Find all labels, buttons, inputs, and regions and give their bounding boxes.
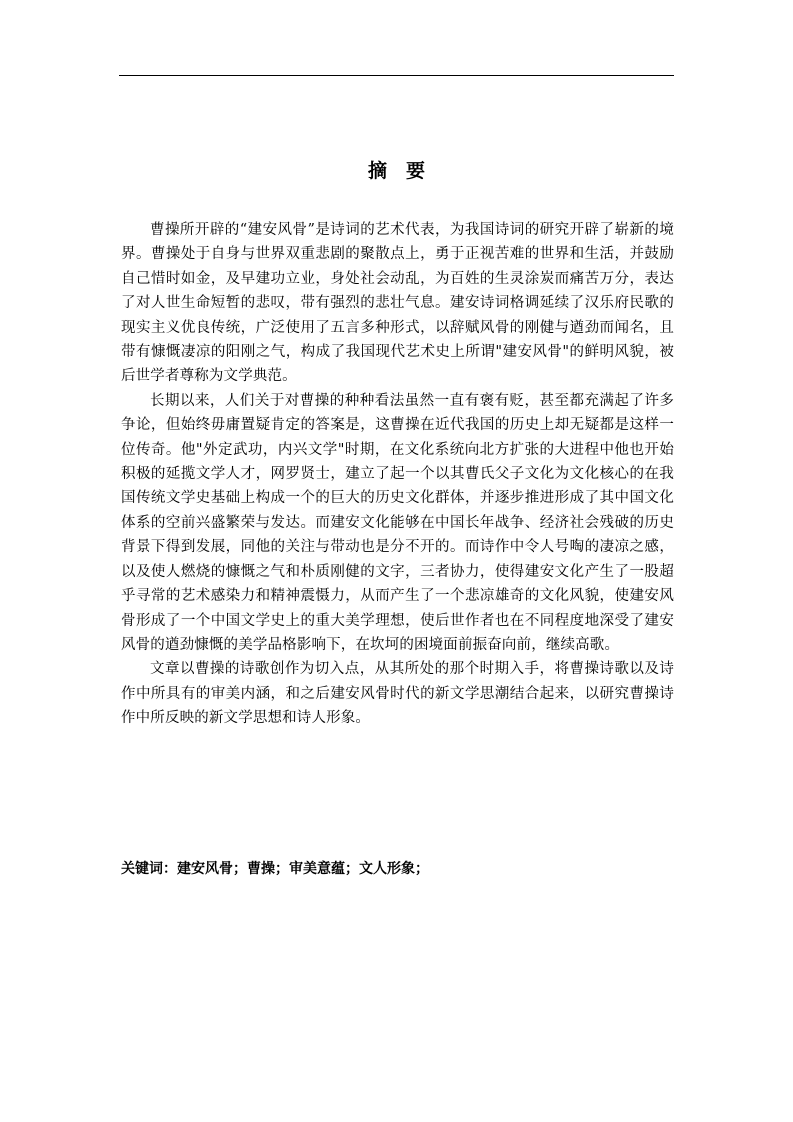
title-char-1: 摘	[367, 160, 387, 182]
keywords-line: 关键词：建安风骨；曹操；审美意蕴；文人形象；	[121, 861, 429, 877]
header-rule	[119, 75, 674, 76]
page-title	[0, 157, 793, 185]
abstract-body	[121, 218, 674, 731]
title-char-2: 要	[406, 160, 426, 182]
abstract-paragraph-3: 文章以曹操的诗歌创作为切入点，从其所处的那个时期入手，将曹操诗歌以及诗作中所具有的审美内涵，和之后建安风骨时代的新文学思潮结合起来，以研究曹操诗作中所反映的新文学思想和诗人形象。	[121, 661, 674, 727]
abstract-paragraph-2: 长期以来，人们关于对曹操的种种看法虽然一直有褒有贬，甚至都充满起了许多争论，但始终毋庸置疑肯定的答案是，这曹操在近代我国的历史上却无疑都是这样一位传奇。他"外定武功，内兴文学"时期，在文化系统向北方扩张的大进程中他也开始积极的延揽文学人才，网罗贤士，建立了起一个以其曹氏父子文化为文化核心的在我国传统文学史基础上构成一个的巨大的历史文化群体，并逐步推进形成了其中国文化体系的空前兴盛繁荣与发达。而建安文化能够在中国长年战争、经济社会残破的历史背景下得到发展，同他的关注与带动也是分不开的。而诗作中令人号啕的凄凉之感，以及使人燃烧的慷慨之气和朴质刚健的文字，三者协力，使得建安文化产生了一股超乎寻常的艺术感染力和精神震慑力，从而产生了一个悲凉雄奇的文化风貌，使建安风骨形成了一个中国文学史上的重大美学理想，使后世作者也在不同程度地深受了建安风骨的遒劲慷慨的美学品格影响下，在坎坷的困境面前振奋向前，继续高歌。	[121, 392, 674, 653]
abstract-paragraph-1: 曹操所开辟的“建安风骨”是诗词的艺术代表，为我国诗词的研究开辟了崭新的境界。曹操处于自身与世界双重悲剧的聚散点上，勇于正视苦难的世界和生活，并鼓励自己惜时如金，及早建功立业，身处社会动乱，为百姓的生灵涂炭而痛苦万分，表达了对人世生命短暂的悲叹，带有强烈的悲壮气息。建安诗词格调延续了汉乐府民歌的现实主义优良传统，广泛使用了五言多种形式，以辞赋风骨的刚健与遒劲而闻名，且带有慷慨凄凉的阳刚之气，构成了我国现代艺术史上所谓"建安风骨"的鲜明风貌，被后世学者尊称为文学典范。	[121, 222, 674, 385]
